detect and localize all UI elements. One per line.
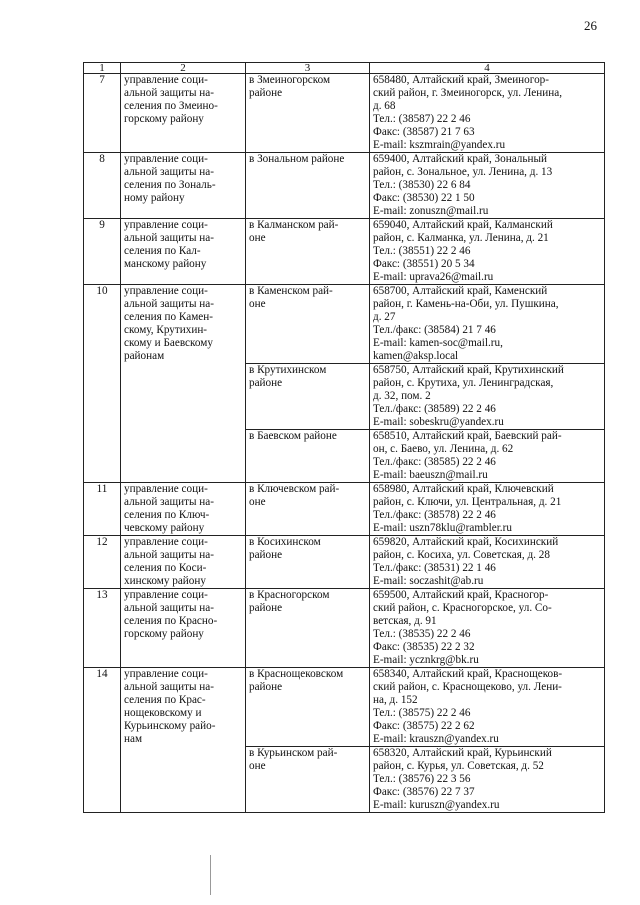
department-name-line: селения по Камен- [124,311,213,323]
district-name [246,153,370,219]
department-name-line: управление соци- [124,153,208,165]
department-name-line: горскому району [124,113,204,125]
contact-line: Факс: (38551) 20 5 34 [373,258,475,270]
contact-line: E-mail: sobeskru@yandex.ru [373,416,504,428]
table-row [84,153,605,219]
department-name-line: чевскому району [124,522,205,534]
district-name-line: районе [249,377,283,389]
table-body [84,63,605,813]
district-name-line: оне [249,760,266,772]
column-number-row [84,63,605,74]
row-number: 9 [84,219,121,285]
contact-line: 659820, Алтайский край, Косихинский [373,536,559,548]
department-name-line: селения по Кал- [124,245,201,257]
contact-line: район, с. Крутиха, ул. Ленинградская, [373,377,554,389]
district-name-line: в Краснощековском [249,668,344,680]
table-row [84,589,605,668]
contact-line: E-mail: baeuszn@mail.ru [373,469,488,481]
contact-line: Факс: (38576) 22 7 37 [373,786,475,798]
district-name-line: в Баевском районе [249,430,337,442]
contact-line: 658750, Алтайский край, Крутихинский [373,364,564,376]
department-name-line: нам [124,733,143,745]
department-name-line: управление соци- [124,483,208,495]
contact-line: Факс: (38530) 22 1 50 [373,192,475,204]
contact-details [370,536,605,589]
contact-line: E-mail: zonuszn@mail.ru [373,205,489,217]
row-number: 14 [84,668,121,813]
contact-line: 659400, Алтайский край, Зональный [373,153,547,165]
contact-line: на, д. 152 [373,694,418,706]
contact-line: E-mail: soczashit@ab.ru [373,575,484,587]
table-row [84,536,605,589]
row-number: 13 [84,589,121,668]
district-name-line: в Косихинском [249,536,321,548]
district-name [246,483,370,536]
contact-line: район, с. Курья, ул. Советская, д. 52 [373,760,544,772]
row-number: 10 [84,285,121,483]
contact-line: Тел./факс: (38578) 22 2 46 [373,509,496,521]
department-name-line: нощековскому и [124,707,202,719]
department-name-line: альной защиты на- [124,549,214,561]
contact-line: 658340, Алтайский край, Краснощеков- [373,668,563,680]
department-name [121,668,246,813]
department-name-line: скому, Крутихин- [124,324,208,336]
table-row [84,285,605,364]
district-name-line: в Зональном районе [249,153,345,165]
district-name-line: в Калманском рай- [249,219,339,231]
district-name [246,285,370,364]
contact-details [370,430,605,483]
contact-line: 658980, Алтайский край, Ключевский [373,483,554,495]
row-number: 11 [84,483,121,536]
contact-line: E-mail: kuruszn@yandex.ru [373,799,500,811]
column-number: 2 [121,63,246,74]
contact-line: 658320, Алтайский край, Курьинский [373,747,552,759]
district-name-line: в Красногорском [249,589,330,601]
department-name [121,153,246,219]
contact-line: E-mail: krauszn@yandex.ru [373,733,499,745]
contact-line: д. 68 [373,100,396,112]
contact-line: д. 32, пом. 2 [373,390,431,402]
contact-line: E-mail: uprava26@mail.ru [373,271,494,283]
department-name [121,483,246,536]
department-name-line: альной защиты на- [124,166,214,178]
contact-line: Тел./факс: (38531) 22 1 46 [373,562,496,574]
contact-line: kamen@aksp.local [373,350,459,362]
department-name-line: альной защиты на- [124,87,214,99]
department-name-line: хинскому району [124,575,206,587]
department-name-line: альной защиты на- [124,496,214,508]
contact-line: Тел.: (38551) 22 2 46 [373,245,471,257]
department-name-line: управление соци- [124,589,208,601]
department-name-line: управление соци- [124,285,208,297]
department-name-line: управление соци- [124,74,208,86]
department-name [121,219,246,285]
department-name [121,536,246,589]
district-name-line: районе [249,549,283,561]
district-name-line: в Курьинском рай- [249,747,338,759]
district-name [246,219,370,285]
district-name [246,668,370,747]
contact-line: ский район, с. Красногорское, ул. Со- [373,602,552,614]
department-name-line: селения по Зональ- [124,179,216,191]
contact-line: 658700, Алтайский край, Каменский [373,285,548,297]
contact-line: ветская, д. 91 [373,615,437,627]
district-name-line: оне [249,232,266,244]
district-name [246,747,370,813]
department-name-line: управление соци- [124,219,208,231]
department-name-line: альной защиты на- [124,681,214,693]
contact-line: E-mail: ycznkrg@bk.ru [373,654,479,666]
contact-line: д. 27 [373,311,396,323]
department-name-line: селения по Ключ- [124,509,210,521]
department-name-line: селения по Змеино- [124,100,218,112]
table-row [84,483,605,536]
contact-line: 659500, Алтайский край, Красногор- [373,589,549,601]
district-name-line: в Ключевском рай- [249,483,340,495]
district-name-line: районе [249,87,283,99]
department-name [121,74,246,153]
district-name-line: в Крутихинском [249,364,327,376]
contact-line: Тел./факс: (38589) 22 2 46 [373,403,496,415]
column-number: 3 [246,63,370,74]
district-name-line: районе [249,602,283,614]
department-name [121,285,246,483]
column-number: 4 [370,63,605,74]
department-name-line: скому и Баевскому [124,337,213,349]
district-name [246,589,370,668]
department-name [121,589,246,668]
department-name-line: альной защиты на- [124,298,214,310]
district-name [246,74,370,153]
contact-line: E-mail: kamen-soc@mail.ru, [373,337,503,349]
contact-line: E-mail: kszmrain@yandex.ru [373,139,506,151]
scan-artifact-line [210,855,211,895]
contact-line: Тел.: (38575) 22 2 46 [373,707,471,719]
row-number: 7 [84,74,121,153]
contact-details [370,285,605,364]
contact-line: он, с. Баево, ул. Ленина, д. 62 [373,443,514,455]
district-name-line: в Каменском рай- [249,285,333,297]
department-name-line: управление соци- [124,668,208,680]
contact-line: 658480, Алтайский край, Змеиногор- [373,74,549,86]
contact-line: Тел.: (38535) 22 2 46 [373,628,471,640]
page-number: 26 [584,18,597,33]
department-name-line: Курьинскому райо- [124,720,216,732]
row-number: 12 [84,536,121,589]
contact-line: район, с. Зональное, ул. Ленина, д. 13 [373,166,553,178]
column-number: 1 [84,63,121,74]
district-name-line: в Змеиногорском [249,74,331,86]
department-name-line: горскому району [124,628,204,640]
contact-line: район, с. Косиха, ул. Советская, д. 28 [373,549,550,561]
table-row [84,219,605,285]
contact-line: Факс: (38575) 22 2 62 [373,720,475,732]
contact-line: 658510, Алтайский край, Баевский рай- [373,430,562,442]
district-name-line: оне [249,496,266,508]
district-name-line: районе [249,681,283,693]
contact-line: район, с. Ключи, ул. Центральная, д. 21 [373,496,562,508]
contact-line: E-mail: uszn78klu@rambler.ru [373,522,512,534]
district-name [246,430,370,483]
district-name-line: оне [249,298,266,310]
district-name [246,364,370,430]
table-row [84,74,605,153]
contact-line: Тел.: (38576) 22 3 56 [373,773,471,785]
department-name-line: ному району [124,192,185,204]
contact-details [370,483,605,536]
row-number: 8 [84,153,121,219]
district-name [246,536,370,589]
contact-line: район, с. Калманка, ул. Ленина, д. 21 [373,232,549,244]
contact-line: Тел.: (38530) 22 6 84 [373,179,471,191]
contact-line: 659040, Алтайский край, Калманский [373,219,553,231]
department-name-line: манскому району [124,258,207,270]
department-name-line: управление соци- [124,536,208,548]
department-name-line: альной защиты на- [124,232,214,244]
contact-details [370,364,605,430]
department-name-line: селения по Коси- [124,562,207,574]
contact-line: ский район, с. Краснощеково, ул. Лени- [373,681,562,693]
department-name-line: альной защиты на- [124,602,214,614]
department-name-line: районам [124,350,165,362]
social-protection-table [83,62,605,813]
contact-details [370,219,605,285]
contact-line: Тел.: (38587) 22 2 46 [373,113,471,125]
contact-line: ский район, г. Змеиногорск, ул. Ленина, [373,87,562,99]
contact-details [370,153,605,219]
contact-details [370,74,605,153]
contact-details [370,747,605,813]
contact-details [370,589,605,668]
contact-line: район, г. Камень-на-Оби, ул. Пушкина, [373,298,559,310]
contact-line: Тел./факс: (38584) 21 7 46 [373,324,496,336]
contact-line: Факс: (38535) 22 2 32 [373,641,475,653]
contact-line: Тел./факс: (38585) 22 2 46 [373,456,496,468]
contact-details [370,668,605,747]
contact-line: Факс: (38587) 21 7 63 [373,126,475,138]
table-row [84,668,605,747]
department-name-line: селения по Крас- [124,694,206,706]
department-name-line: селения по Красно- [124,615,218,627]
